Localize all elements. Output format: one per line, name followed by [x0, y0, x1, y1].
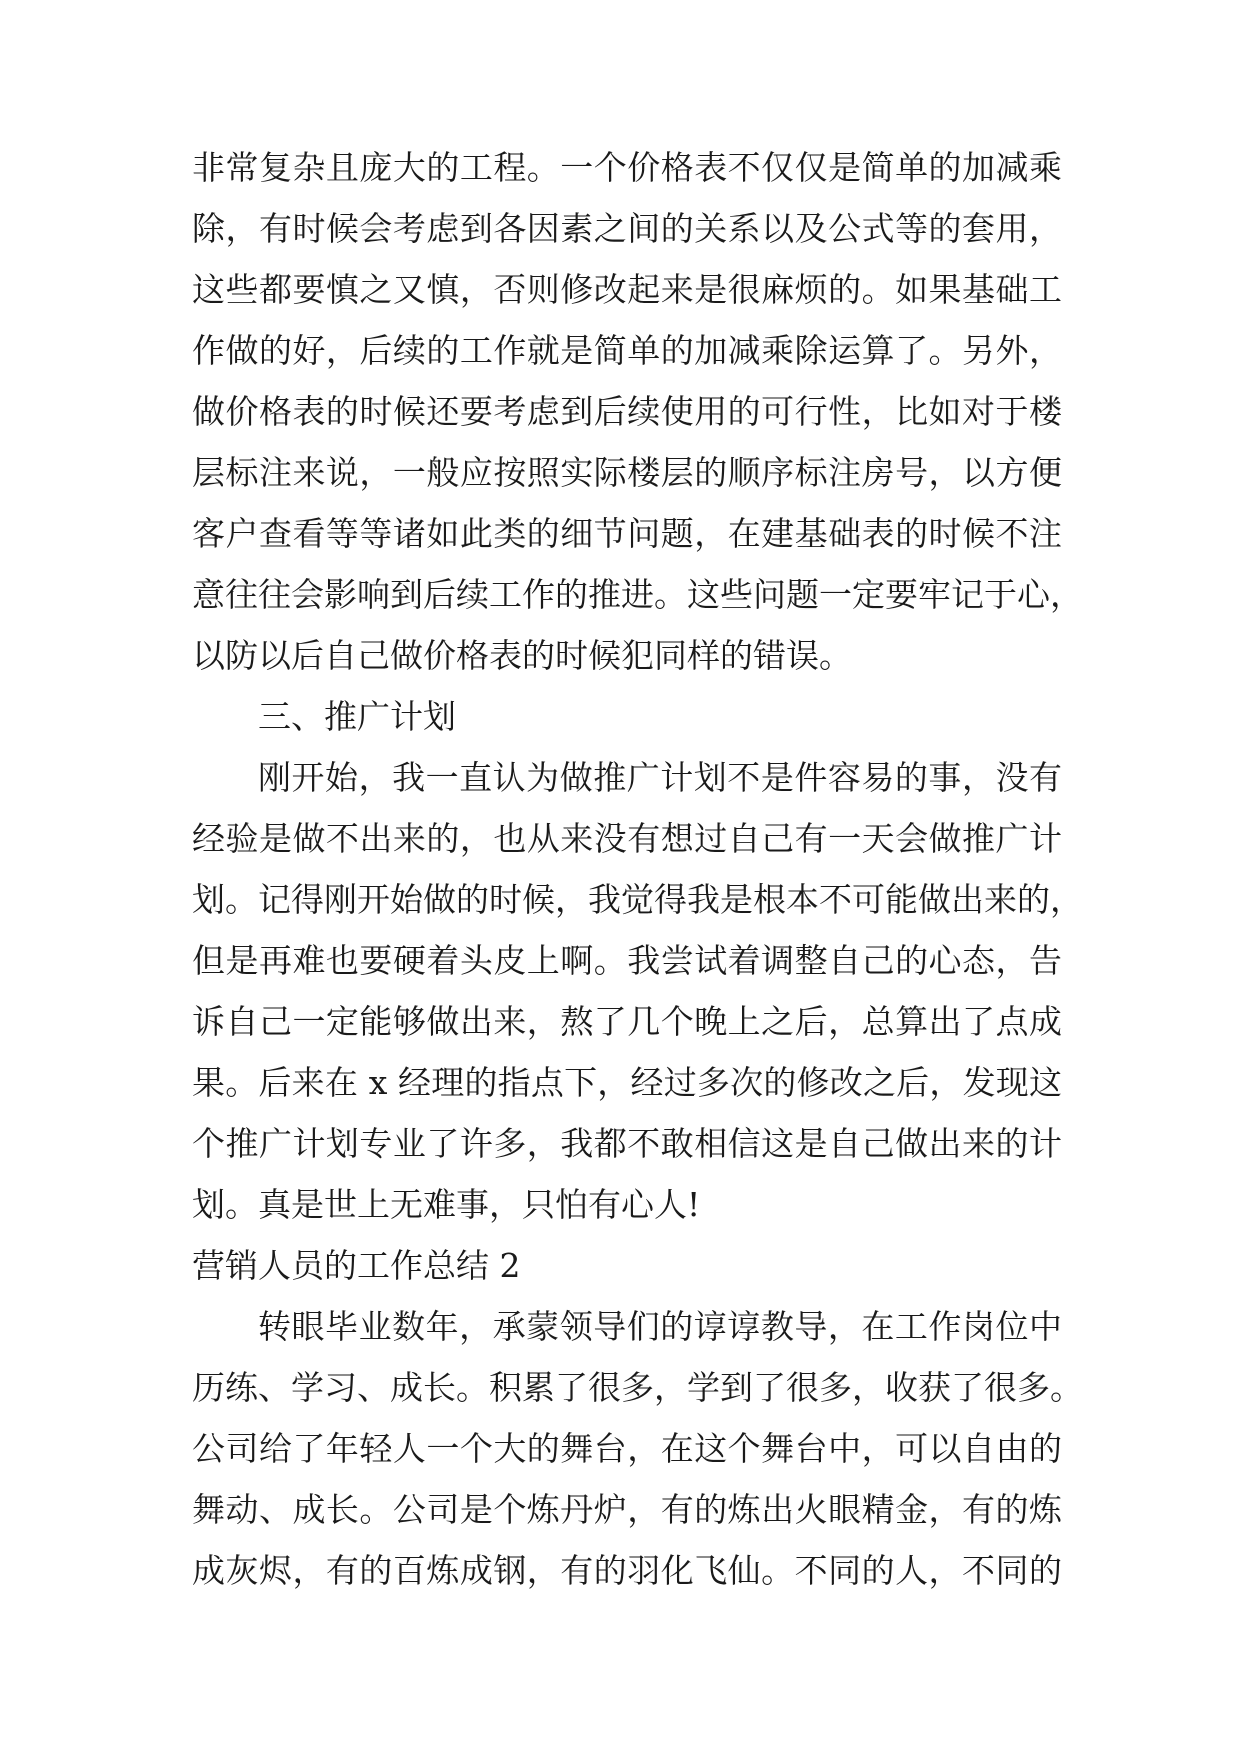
body-text-line: 以防以后自己做价格表的时候犯同样的错误。	[192, 636, 852, 675]
body-text-line: 转眼毕业数年，承蒙领导们的谆谆教导，在工作岗位中	[258, 1307, 1062, 1346]
body-text-line: 划。记得刚开始做的时候，我觉得我是根本不可能做出来的，	[192, 880, 1083, 919]
body-text-line: 除，有时候会考虑到各因素之间的关系以及公式等的套用，	[192, 209, 1062, 248]
body-text-line: 诉自己一定能够做出来，熬了几个晚上之后，总算出了点成	[192, 1002, 1062, 1041]
body-text-line: 成灰烬，有的百炼成钢，有的羽化飞仙。不同的人，不同的	[192, 1551, 1062, 1590]
body-text-line: 经验是做不出来的，也从来没有想过自己有一天会做推广计	[192, 819, 1062, 858]
body-text-line: 果。后来在 x 经理的指点下，经过多次的修改之后，发现这	[192, 1063, 1062, 1102]
body-text-line: 这些都要慎之又慎，否则修改起来是很麻烦的。如果基础工	[192, 270, 1062, 309]
body-text-line: 意往往会影响到后续工作的推进。这些问题一定要牢记于心，	[192, 575, 1083, 614]
body-text-line: 层标注来说，一般应按照实际楼层的顺序标注房号，以方便	[192, 453, 1062, 492]
body-text-line: 做价格表的时候还要考虑到后续使用的可行性，比如对于楼	[192, 392, 1062, 431]
body-text-line: 划。真是世上无难事，只怕有心人!	[192, 1185, 701, 1224]
body-text-line: 客户查看等等诸如此类的细节问题，在建基础表的时候不注	[192, 514, 1062, 553]
body-text-line: 历练、学习、成长。积累了很多，学到了很多，收获了很多。	[192, 1368, 1083, 1407]
body-text-line: 但是再难也要硬着头皮上啊。我尝试着调整自己的心态，告	[192, 941, 1062, 980]
body-text-line: 舞动、成长。公司是个炼丹炉，有的炼出火眼精金，有的炼	[192, 1490, 1062, 1529]
body-text-line: 作做的好，后续的工作就是简单的加减乘除运算了。另外，	[192, 331, 1062, 370]
body-text-line: 非常复杂且庞大的工程。一个价格表不仅仅是简单的加减乘	[192, 148, 1062, 187]
body-text-line: 公司给了年轻人一个大的舞台，在这个舞台中，可以自由的	[192, 1429, 1062, 1468]
article-title: 营销人员的工作总结 2	[192, 1246, 521, 1285]
section-heading: 三、推广计划	[258, 697, 456, 736]
body-text-line: 个推广计划专业了许多，我都不敢相信这是自己做出来的计	[192, 1124, 1062, 1163]
body-text-line: 刚开始，我一直认为做推广计划不是件容易的事，没有	[258, 758, 1062, 797]
